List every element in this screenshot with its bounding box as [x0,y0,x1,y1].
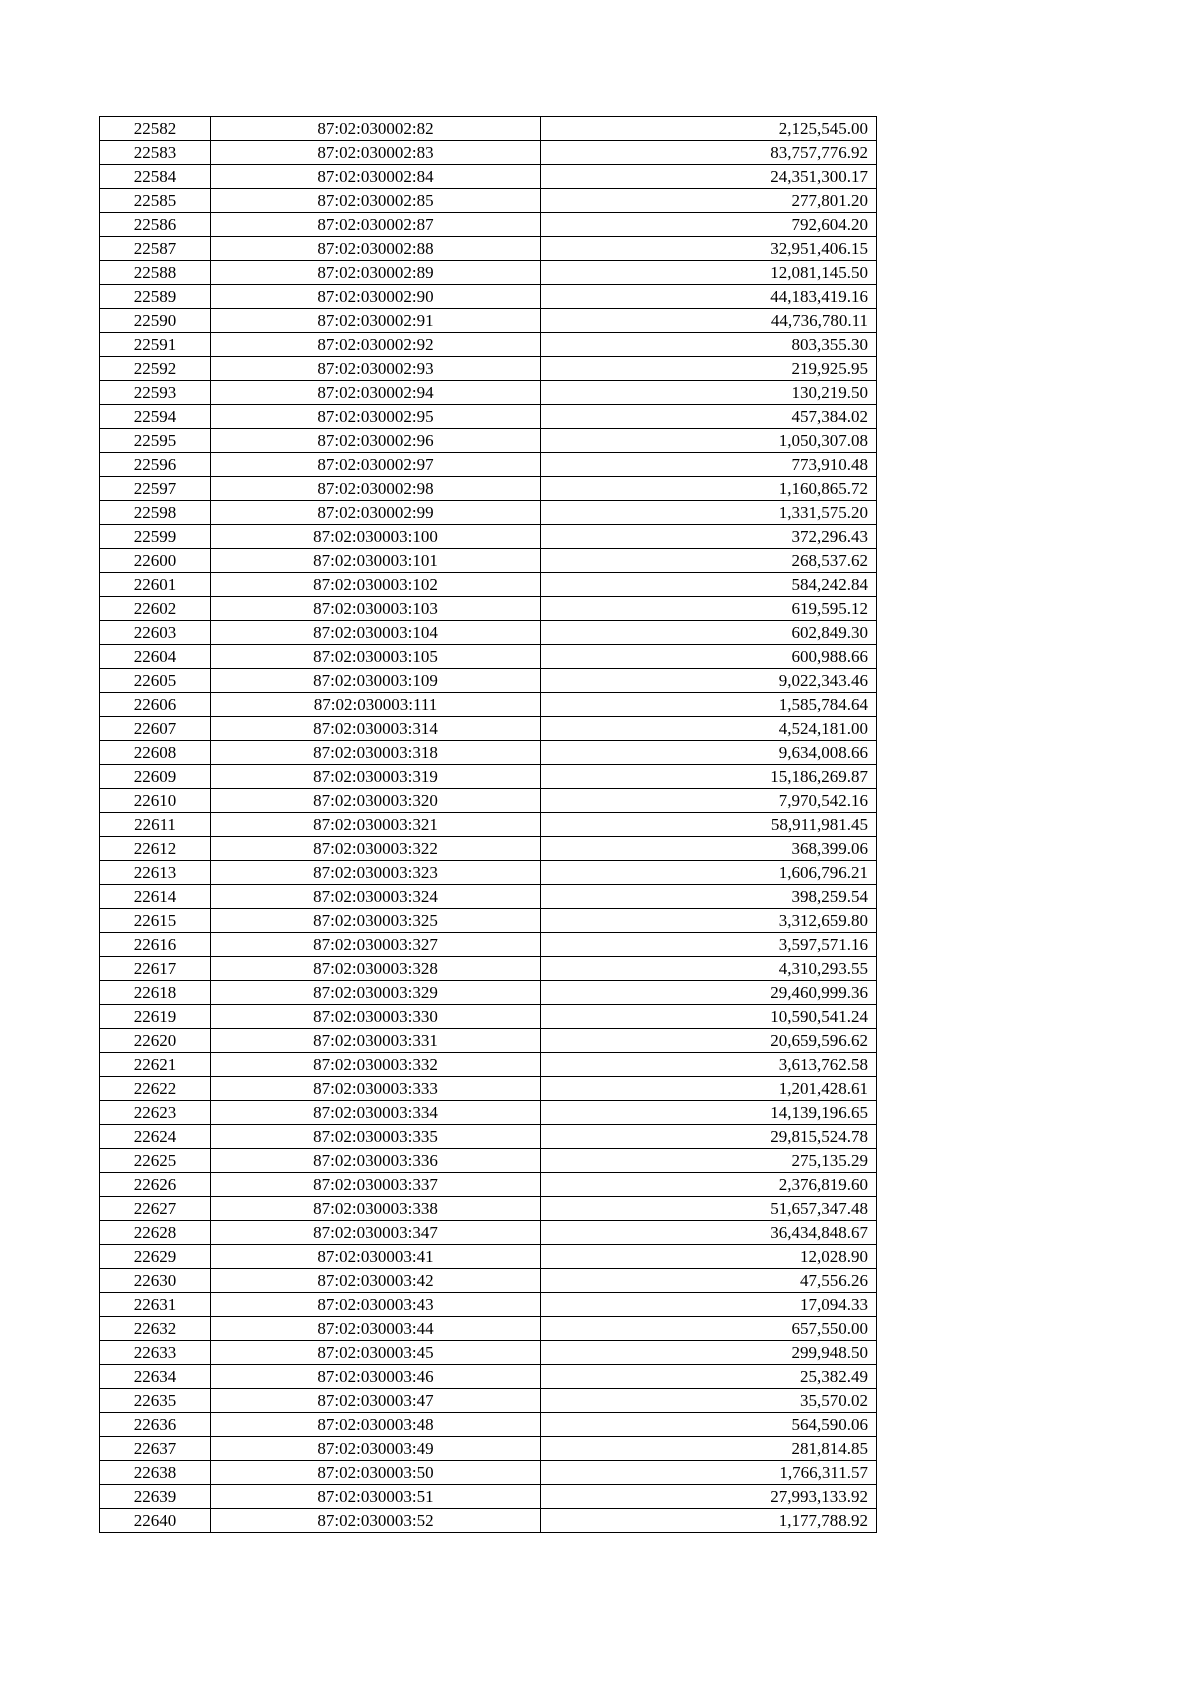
row-number: 22600 [100,549,211,573]
row-number: 22634 [100,1365,211,1389]
row-number: 22611 [100,813,211,837]
row-number: 22583 [100,141,211,165]
value-amount: 29,460,999.36 [541,981,877,1005]
row-number: 22605 [100,669,211,693]
cadastral-number: 87:02:030003:330 [211,1005,541,1029]
value-amount: 584,242.84 [541,573,877,597]
table-row [100,477,877,501]
table-row [100,837,877,861]
value-amount: 58,911,981.45 [541,813,877,837]
value-amount: 368,399.06 [541,837,877,861]
table-row [100,909,877,933]
row-number: 22621 [100,1053,211,1077]
cadastral-number: 87:02:030003:109 [211,669,541,693]
row-number: 22607 [100,717,211,741]
table-row [100,1173,877,1197]
cadastral-number: 87:02:030002:92 [211,333,541,357]
table-row [100,669,877,693]
row-number: 22629 [100,1245,211,1269]
value-amount: 44,736,780.11 [541,309,877,333]
table-row [100,1197,877,1221]
value-amount: 4,524,181.00 [541,717,877,741]
cadastral-number: 87:02:030002:84 [211,165,541,189]
table-row [100,549,877,573]
cadastral-number: 87:02:030003:51 [211,1485,541,1509]
cadastral-number: 87:02:030003:48 [211,1413,541,1437]
row-number: 22588 [100,261,211,285]
row-number: 22596 [100,453,211,477]
table-row [100,1149,877,1173]
cadastral-number: 87:02:030002:93 [211,357,541,381]
cadastral-number: 87:02:030003:335 [211,1125,541,1149]
value-amount: 32,951,406.15 [541,237,877,261]
row-number: 22639 [100,1485,211,1509]
cadastral-number: 87:02:030002:82 [211,117,541,141]
row-number: 22587 [100,237,211,261]
cadastral-number: 87:02:030002:91 [211,309,541,333]
value-amount: 3,613,762.58 [541,1053,877,1077]
row-number: 22603 [100,621,211,645]
cadastral-number: 87:02:030002:85 [211,189,541,213]
cadastral-number: 87:02:030003:336 [211,1149,541,1173]
table-row [100,885,877,909]
table-row [100,1437,877,1461]
table-row [100,1317,877,1341]
cadastral-number: 87:02:030003:101 [211,549,541,573]
row-number: 22635 [100,1389,211,1413]
row-number: 22619 [100,1005,211,1029]
table-row [100,1341,877,1365]
cadastral-number: 87:02:030003:44 [211,1317,541,1341]
row-number: 22620 [100,1029,211,1053]
table-row [100,117,877,141]
value-amount: 3,597,571.16 [541,933,877,957]
value-amount: 299,948.50 [541,1341,877,1365]
cadastral-number: 87:02:030003:337 [211,1173,541,1197]
cadastral-number: 87:02:030002:97 [211,453,541,477]
table-row [100,813,877,837]
cadastral-number: 87:02:030003:334 [211,1101,541,1125]
value-amount: 1,331,575.20 [541,501,877,525]
table-row [100,1509,877,1533]
value-amount: 24,351,300.17 [541,165,877,189]
cadastral-number: 87:02:030003:321 [211,813,541,837]
table-row [100,453,877,477]
row-number: 22626 [100,1173,211,1197]
table-row [100,213,877,237]
row-number: 22595 [100,429,211,453]
table-row [100,429,877,453]
cadastral-number: 87:02:030002:96 [211,429,541,453]
row-number: 22593 [100,381,211,405]
table-row [100,1005,877,1029]
table-row [100,1485,877,1509]
row-number: 22615 [100,909,211,933]
data-table-body [100,117,877,1533]
value-amount: 773,910.48 [541,453,877,477]
data-table [99,116,877,1533]
table-row [100,237,877,261]
cadastral-number: 87:02:030003:331 [211,1029,541,1053]
value-amount: 3,312,659.80 [541,909,877,933]
value-amount: 20,659,596.62 [541,1029,877,1053]
value-amount: 1,201,428.61 [541,1077,877,1101]
value-amount: 7,970,542.16 [541,789,877,813]
cadastral-number: 87:02:030003:102 [211,573,541,597]
cadastral-number: 87:02:030003:105 [211,645,541,669]
value-amount: 275,135.29 [541,1149,877,1173]
cadastral-number: 87:02:030003:332 [211,1053,541,1077]
row-number: 22633 [100,1341,211,1365]
cadastral-number: 87:02:030002:83 [211,141,541,165]
value-amount: 9,022,343.46 [541,669,877,693]
table-row [100,309,877,333]
row-number: 22585 [100,189,211,213]
table-row [100,501,877,525]
table-row [100,261,877,285]
row-number: 22606 [100,693,211,717]
value-amount: 4,310,293.55 [541,957,877,981]
table-row [100,357,877,381]
value-amount: 2,125,545.00 [541,117,877,141]
row-number: 22640 [100,1509,211,1533]
value-amount: 398,259.54 [541,885,877,909]
row-number: 22591 [100,333,211,357]
cadastral-number: 87:02:030003:318 [211,741,541,765]
row-number: 22582 [100,117,211,141]
cadastral-number: 87:02:030003:338 [211,1197,541,1221]
row-number: 22609 [100,765,211,789]
row-number: 22612 [100,837,211,861]
cadastral-number: 87:02:030003:324 [211,885,541,909]
row-number: 22631 [100,1293,211,1317]
value-amount: 602,849.30 [541,621,877,645]
cadastral-number: 87:02:030003:47 [211,1389,541,1413]
value-amount: 803,355.30 [541,333,877,357]
table-row [100,597,877,621]
row-number: 22601 [100,573,211,597]
cadastral-number: 87:02:030002:89 [211,261,541,285]
table-row [100,693,877,717]
table-row [100,1245,877,1269]
table-row [100,1293,877,1317]
value-amount: 600,988.66 [541,645,877,669]
value-amount: 35,570.02 [541,1389,877,1413]
value-amount: 277,801.20 [541,189,877,213]
row-number: 22616 [100,933,211,957]
value-amount: 219,925.95 [541,357,877,381]
row-number: 22589 [100,285,211,309]
table-row [100,621,877,645]
table-row [100,957,877,981]
value-amount: 268,537.62 [541,549,877,573]
table-row [100,1413,877,1437]
row-number: 22617 [100,957,211,981]
table-row [100,1029,877,1053]
row-number: 22597 [100,477,211,501]
table-row [100,981,877,1005]
row-number: 22594 [100,405,211,429]
value-amount: 457,384.02 [541,405,877,429]
table-row [100,573,877,597]
row-number: 22624 [100,1125,211,1149]
row-number: 22610 [100,789,211,813]
row-number: 22602 [100,597,211,621]
table-row [100,1461,877,1485]
cadastral-number: 87:02:030003:333 [211,1077,541,1101]
value-amount: 36,434,848.67 [541,1221,877,1245]
row-number: 22586 [100,213,211,237]
value-amount: 27,993,133.92 [541,1485,877,1509]
row-number: 22599 [100,525,211,549]
value-amount: 12,028.90 [541,1245,877,1269]
value-amount: 47,556.26 [541,1269,877,1293]
value-amount: 83,757,776.92 [541,141,877,165]
row-number: 22636 [100,1413,211,1437]
value-amount: 1,585,784.64 [541,693,877,717]
cadastral-number: 87:02:030003:45 [211,1341,541,1365]
cadastral-number: 87:02:030003:319 [211,765,541,789]
cadastral-number: 87:02:030003:314 [211,717,541,741]
cadastral-number: 87:02:030003:111 [211,693,541,717]
value-amount: 564,590.06 [541,1413,877,1437]
row-number: 22584 [100,165,211,189]
table-row [100,165,877,189]
value-amount: 1,177,788.92 [541,1509,877,1533]
table-row [100,717,877,741]
table-row [100,1077,877,1101]
row-number: 22622 [100,1077,211,1101]
value-amount: 29,815,524.78 [541,1125,877,1149]
row-number: 22614 [100,885,211,909]
table-row [100,1365,877,1389]
table-row [100,333,877,357]
row-number: 22608 [100,741,211,765]
table-row [100,861,877,885]
value-amount: 657,550.00 [541,1317,877,1341]
cadastral-number: 87:02:030003:325 [211,909,541,933]
value-amount: 130,219.50 [541,381,877,405]
table-row [100,1053,877,1077]
table-row [100,789,877,813]
table-row [100,1269,877,1293]
value-amount: 619,595.12 [541,597,877,621]
value-amount: 1,606,796.21 [541,861,877,885]
table-row [100,1125,877,1149]
value-amount: 25,382.49 [541,1365,877,1389]
cadastral-number: 87:02:030002:88 [211,237,541,261]
table-row [100,933,877,957]
table-row [100,405,877,429]
row-number: 22628 [100,1221,211,1245]
table-row [100,189,877,213]
cadastral-number: 87:02:030003:347 [211,1221,541,1245]
cadastral-number: 87:02:030003:46 [211,1365,541,1389]
table-row [100,525,877,549]
value-amount: 1,160,865.72 [541,477,877,501]
cadastral-number: 87:02:030003:49 [211,1437,541,1461]
row-number: 22590 [100,309,211,333]
table-row [100,141,877,165]
cadastral-number: 87:02:030002:99 [211,501,541,525]
cadastral-number: 87:02:030003:327 [211,933,541,957]
value-amount: 1,050,307.08 [541,429,877,453]
cadastral-number: 87:02:030003:103 [211,597,541,621]
value-amount: 1,766,311.57 [541,1461,877,1485]
cadastral-number: 87:02:030003:104 [211,621,541,645]
table-row [100,741,877,765]
row-number: 22598 [100,501,211,525]
cadastral-number: 87:02:030002:87 [211,213,541,237]
row-number: 22623 [100,1101,211,1125]
table-row [100,1221,877,1245]
row-number: 22637 [100,1437,211,1461]
row-number: 22613 [100,861,211,885]
table-row [100,1101,877,1125]
row-number: 22632 [100,1317,211,1341]
cadastral-number: 87:02:030003:43 [211,1293,541,1317]
value-amount: 9,634,008.66 [541,741,877,765]
value-amount: 15,186,269.87 [541,765,877,789]
row-number: 22630 [100,1269,211,1293]
value-amount: 14,139,196.65 [541,1101,877,1125]
value-amount: 51,657,347.48 [541,1197,877,1221]
row-number: 22604 [100,645,211,669]
table-row [100,645,877,669]
cadastral-number: 87:02:030002:98 [211,477,541,501]
value-amount: 10,590,541.24 [541,1005,877,1029]
row-number: 22592 [100,357,211,381]
value-amount: 2,376,819.60 [541,1173,877,1197]
table-row [100,765,877,789]
table-row [100,1389,877,1413]
table-row [100,285,877,309]
cadastral-number: 87:02:030003:52 [211,1509,541,1533]
cadastral-number: 87:02:030002:94 [211,381,541,405]
cadastral-number: 87:02:030003:322 [211,837,541,861]
value-amount: 44,183,419.16 [541,285,877,309]
cadastral-number: 87:02:030003:50 [211,1461,541,1485]
value-amount: 281,814.85 [541,1437,877,1461]
value-amount: 372,296.43 [541,525,877,549]
value-amount: 17,094.33 [541,1293,877,1317]
cadastral-number: 87:02:030002:90 [211,285,541,309]
cadastral-number: 87:02:030003:100 [211,525,541,549]
row-number: 22618 [100,981,211,1005]
row-number: 22627 [100,1197,211,1221]
cadastral-number: 87:02:030003:323 [211,861,541,885]
cadastral-number: 87:02:030003:329 [211,981,541,1005]
cadastral-number: 87:02:030003:42 [211,1269,541,1293]
row-number: 22638 [100,1461,211,1485]
cadastral-number: 87:02:030003:328 [211,957,541,981]
value-amount: 12,081,145.50 [541,261,877,285]
value-amount: 792,604.20 [541,213,877,237]
table-row [100,381,877,405]
cadastral-number: 87:02:030002:95 [211,405,541,429]
row-number: 22625 [100,1149,211,1173]
cadastral-number: 87:02:030003:320 [211,789,541,813]
cadastral-number: 87:02:030003:41 [211,1245,541,1269]
